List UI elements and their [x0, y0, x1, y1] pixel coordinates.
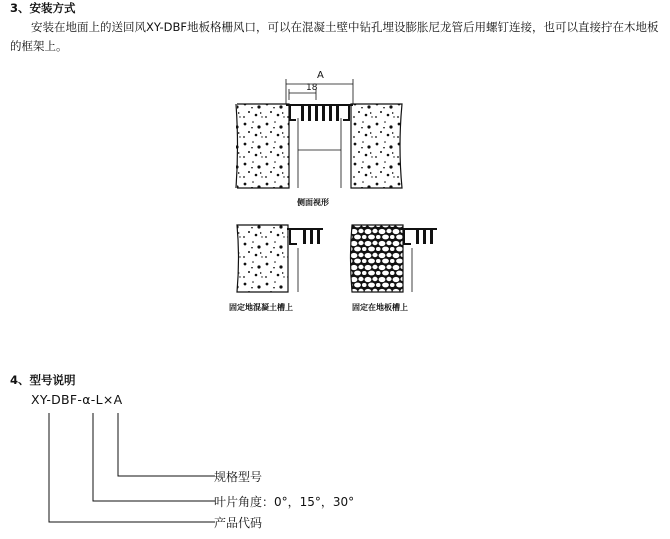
legend-product-code: 产品代码: [214, 516, 263, 530]
dimension-a-label: A: [317, 70, 324, 81]
model-leader-lines: [49, 413, 215, 522]
section-4-heading: 4、型号说明: [10, 373, 76, 387]
dimension-18-label: 18: [306, 83, 318, 93]
legend-blade-angle: 叶片角度：0°，15°，30°: [214, 495, 355, 509]
installation-paragraph: 安装在地面上的送回风XY-DBF地板格栅风口，可以在混凝土壁中钻孔埋设膨胀尼龙管后用螺钉连接，也可以直接拧在木地板的框架上。: [10, 20, 659, 53]
side-view-caption: 侧面视形: [297, 198, 329, 207]
side-view-figure: [236, 79, 402, 188]
model-code: XY-DBF-α-L×A: [31, 392, 123, 407]
section-3-heading: 3、安装方式: [10, 1, 76, 15]
legend-spec-model: 规格型号: [214, 470, 263, 484]
concrete-mount-figure: [237, 225, 323, 292]
wood-floor-mount-figure: [351, 225, 438, 292]
wood-floor-caption: 固定在地板槽上: [352, 303, 408, 312]
concrete-caption: 固定地混凝土槽上: [229, 303, 293, 312]
